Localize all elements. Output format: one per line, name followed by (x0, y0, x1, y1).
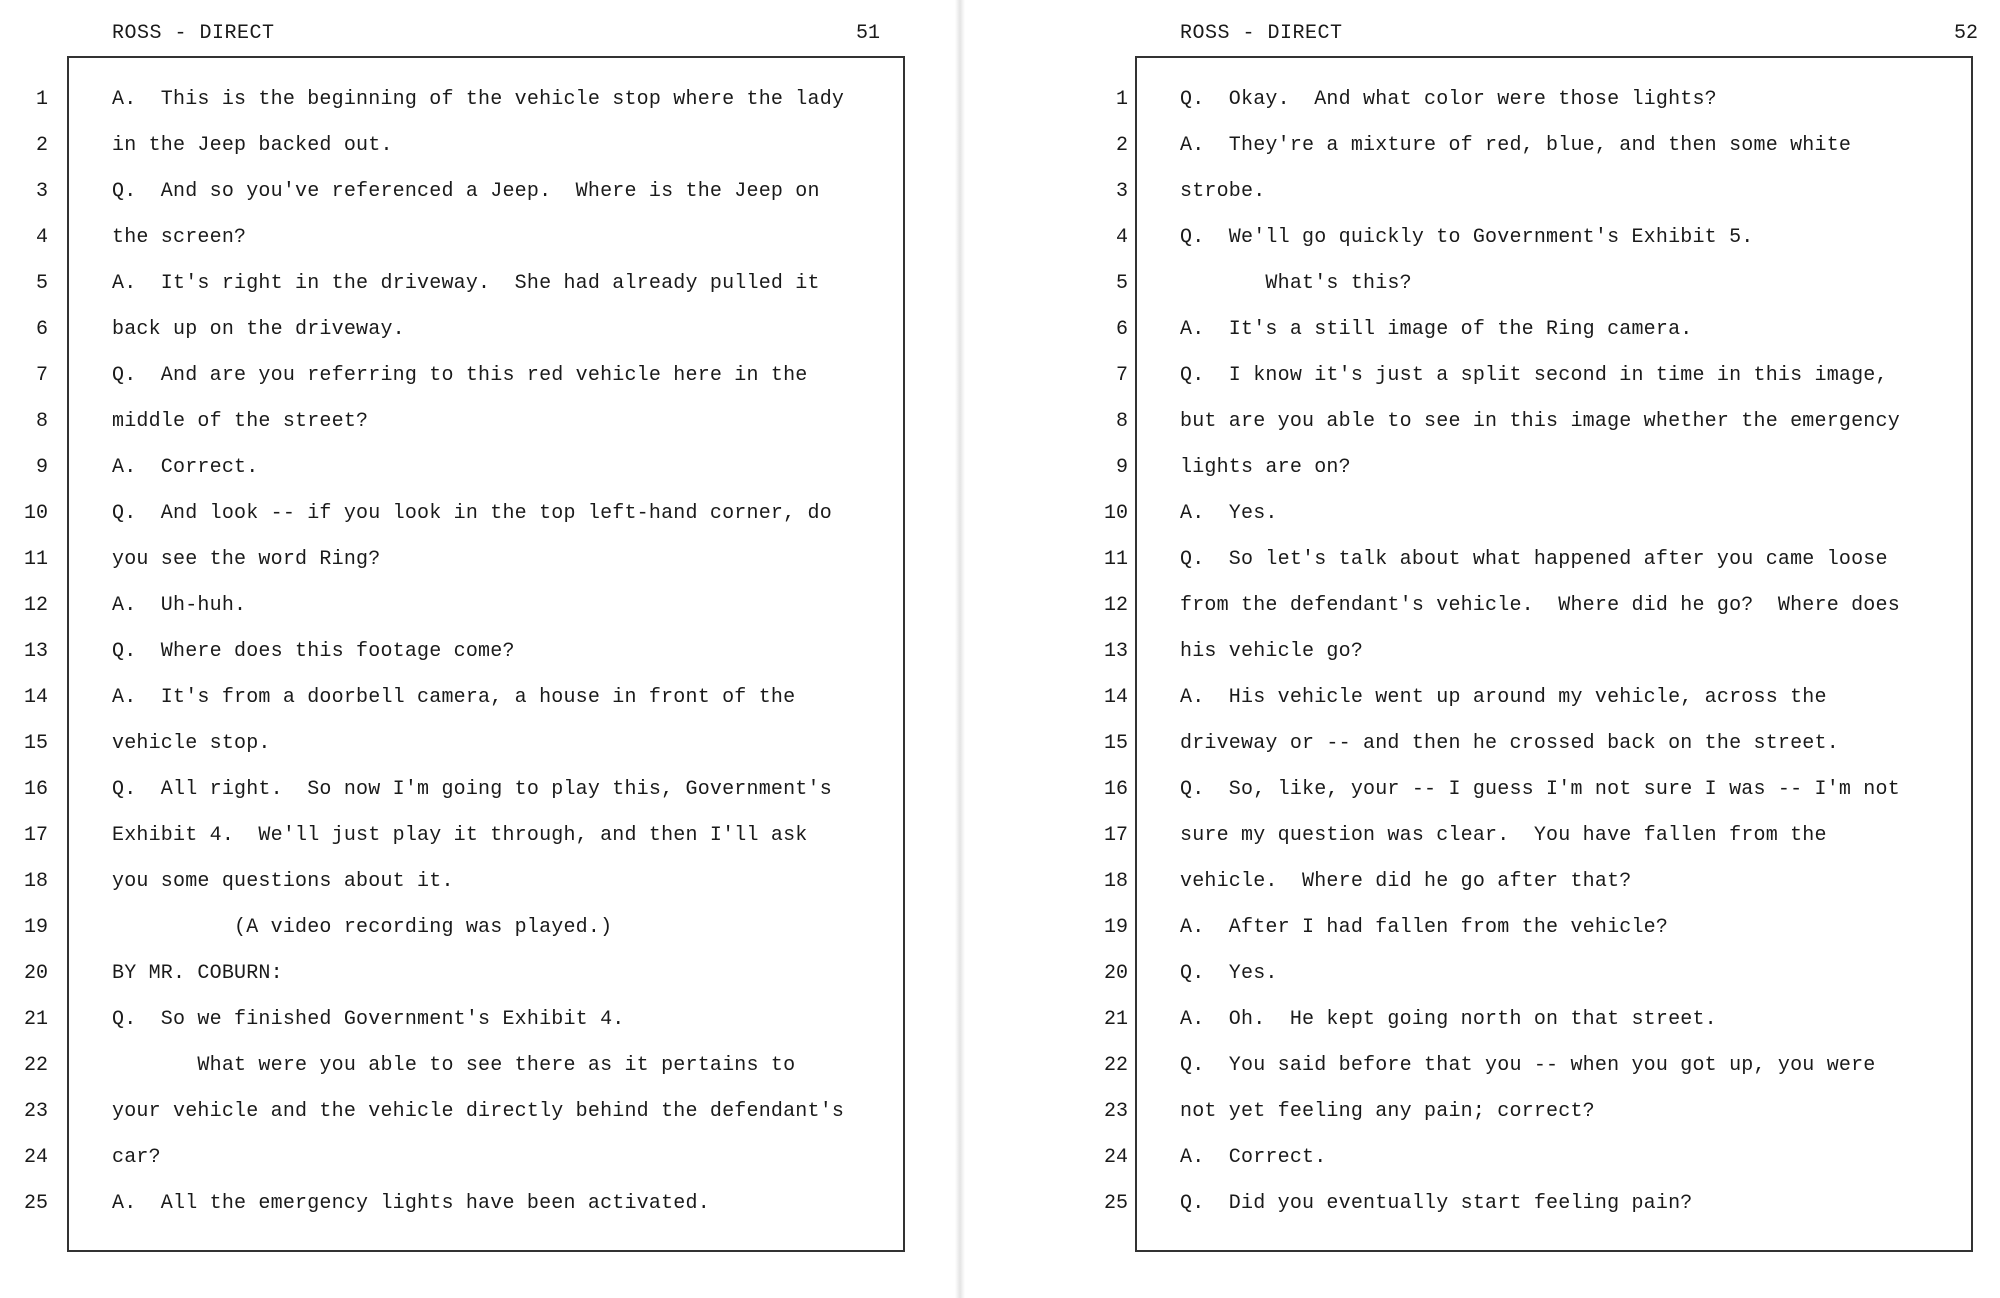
line-number: 7 (35, 364, 48, 387)
line-number: 19 (1103, 916, 1128, 939)
transcript-line: sure my question was clear. You have fallen from the (1180, 824, 1827, 847)
line-number: 21 (23, 1008, 48, 1031)
transcript-line: Q. Where does this footage come? (112, 640, 515, 663)
transcript-line: Q. And look -- if you look in the top left-hand corner, do (112, 502, 832, 525)
line-number: 22 (23, 1054, 48, 1077)
transcript-page-left (0, 0, 960, 1298)
line-number: 4 (35, 226, 48, 249)
transcript-line: but are you able to see in this image whether the emergency (1180, 410, 1900, 433)
transcript-line: A. Correct. (112, 456, 259, 479)
transcript-line: A. His vehicle went up around my vehicle, across the (1180, 686, 1827, 709)
line-number: 23 (1103, 1100, 1128, 1123)
transcript-line: Q. So let's talk about what happened after you came loose (1180, 548, 1888, 571)
line-number: 22 (1103, 1054, 1128, 1077)
line-number: 20 (23, 962, 48, 985)
transcript-line: lights are on? (1180, 456, 1351, 479)
transcript-line: A. They're a mixture of red, blue, and then some white (1180, 134, 1852, 157)
transcript-line: What's this? (1180, 272, 1412, 295)
line-number: 9 (1115, 456, 1128, 479)
line-number: 1 (1115, 88, 1128, 111)
transcript-line: in the Jeep backed out. (112, 134, 393, 157)
line-number: 15 (1103, 732, 1128, 755)
transcript-line: vehicle. Where did he go after that? (1180, 870, 1632, 893)
line-number: 16 (23, 778, 48, 801)
line-number: 12 (23, 594, 48, 617)
transcript-line: the screen? (112, 226, 247, 249)
transcript-line: not yet feeling any pain; correct? (1180, 1100, 1595, 1123)
transcript-line: you see the word Ring? (112, 548, 381, 571)
line-number: 10 (23, 502, 48, 525)
transcript-line: Q. I know it's just a split second in time in this image, (1180, 364, 1888, 387)
page-header-title: ROSS - DIRECT (112, 22, 275, 45)
line-number: 25 (23, 1192, 48, 1215)
transcript-line: Q. All right. So now I'm going to play this, Government's (112, 778, 832, 801)
line-number: 25 (1103, 1192, 1128, 1215)
line-number: 13 (23, 640, 48, 663)
transcript-line: driveway or -- and then he crossed back on the street. (1180, 732, 1839, 755)
line-number: 6 (35, 318, 48, 341)
line-number: 6 (1115, 318, 1128, 341)
line-number: 17 (23, 824, 48, 847)
transcript-line: Exhibit 4. We'll just play it through, and then I'll ask (112, 824, 808, 847)
page-header (0, 18, 960, 48)
line-number: 21 (1103, 1008, 1128, 1031)
line-number: 11 (23, 548, 48, 571)
transcript-line: Q. Did you eventually start feeling pain? (1180, 1192, 1693, 1215)
line-number: 1 (35, 88, 48, 111)
line-number: 3 (1115, 180, 1128, 203)
line-number: 7 (1115, 364, 1128, 387)
line-number: 19 (23, 916, 48, 939)
transcript-text (1180, 82, 1960, 1232)
line-number: 3 (35, 180, 48, 203)
transcript-line: A. Yes. (1180, 502, 1278, 525)
page-number: 52 (1953, 22, 1978, 45)
line-number: 10 (1103, 502, 1128, 525)
transcript-line: vehicle stop. (112, 732, 271, 755)
line-number: 14 (1103, 686, 1128, 709)
line-number: 2 (1115, 134, 1128, 157)
line-number: 8 (35, 410, 48, 433)
line-number: 14 (23, 686, 48, 709)
transcript-line: back up on the driveway. (112, 318, 405, 341)
transcript-line: BY MR. COBURN: (112, 962, 283, 985)
line-number: 9 (35, 456, 48, 479)
line-number: 24 (23, 1146, 48, 1169)
line-number: 16 (1103, 778, 1128, 801)
transcript-line: A. It's from a doorbell camera, a house in front of the (112, 686, 796, 709)
transcript-line: your vehicle and the vehicle directly behind the defendant's (112, 1100, 845, 1123)
transcript-line: his vehicle go? (1180, 640, 1364, 663)
transcript-line: A. After I had fallen from the vehicle? (1180, 916, 1669, 939)
line-number: 20 (1103, 962, 1128, 985)
transcript-line: middle of the street? (112, 410, 369, 433)
transcript-line: A. Uh-huh. (112, 594, 247, 617)
transcript-line: Q. You said before that you -- when you got up, you were (1180, 1054, 1876, 1077)
line-number: 24 (1103, 1146, 1128, 1169)
line-number: 18 (23, 870, 48, 893)
line-number: 12 (1103, 594, 1128, 617)
transcript-line: What were you able to see there as it pertains to (112, 1054, 796, 1077)
transcript-line: A. Correct. (1180, 1146, 1327, 1169)
line-number: 17 (1103, 824, 1128, 847)
line-number-column (1090, 82, 1130, 1232)
page-header-title: ROSS - DIRECT (1180, 22, 1343, 45)
line-number: 4 (1115, 226, 1128, 249)
line-number: 11 (1103, 548, 1128, 571)
transcript-page-right (1040, 0, 2000, 1298)
transcript-line: from the defendant's vehicle. Where did he go? Where does (1180, 594, 1900, 617)
transcript-line: strobe. (1180, 180, 1266, 203)
transcript-line: Q. So, like, your -- I guess I'm not sure I was -- I'm not (1180, 778, 1900, 801)
transcript-line: A. It's right in the driveway. She had already pulled it (112, 272, 820, 295)
transcript-line: Q. And so you've referenced a Jeep. Where is the Jeep on (112, 180, 820, 203)
line-number: 13 (1103, 640, 1128, 663)
transcript-line: A. All the emergency lights have been activated. (112, 1192, 710, 1215)
transcript-line: Q. And are you referring to this red vehicle here in the (112, 364, 808, 387)
line-number: 5 (1115, 272, 1128, 295)
line-number: 5 (35, 272, 48, 295)
transcript-line: Q. Okay. And what color were those lights? (1180, 88, 1717, 111)
transcript-line: (A video recording was played.) (112, 916, 613, 939)
line-number: 2 (35, 134, 48, 157)
line-number: 23 (23, 1100, 48, 1123)
transcript-line: Q. Yes. (1180, 962, 1278, 985)
line-number: 15 (23, 732, 48, 755)
transcript-line: you some questions about it. (112, 870, 454, 893)
line-number: 8 (1115, 410, 1128, 433)
transcript-line: A. This is the beginning of the vehicle stop where the lady (112, 88, 845, 111)
transcript-line: A. It's a still image of the Ring camera. (1180, 318, 1693, 341)
page-gutter (955, 0, 965, 1298)
transcript-line: car? (112, 1146, 161, 1169)
page-header (1040, 18, 2000, 48)
transcript-text (112, 82, 892, 1232)
transcript-line: A. Oh. He kept going north on that street. (1180, 1008, 1717, 1031)
line-number: 18 (1103, 870, 1128, 893)
transcript-line: Q. So we finished Government's Exhibit 4. (112, 1008, 625, 1031)
page-number: 51 (855, 22, 880, 45)
transcript-line: Q. We'll go quickly to Government's Exhibit 5. (1180, 226, 1754, 249)
line-number-column (0, 82, 50, 1232)
